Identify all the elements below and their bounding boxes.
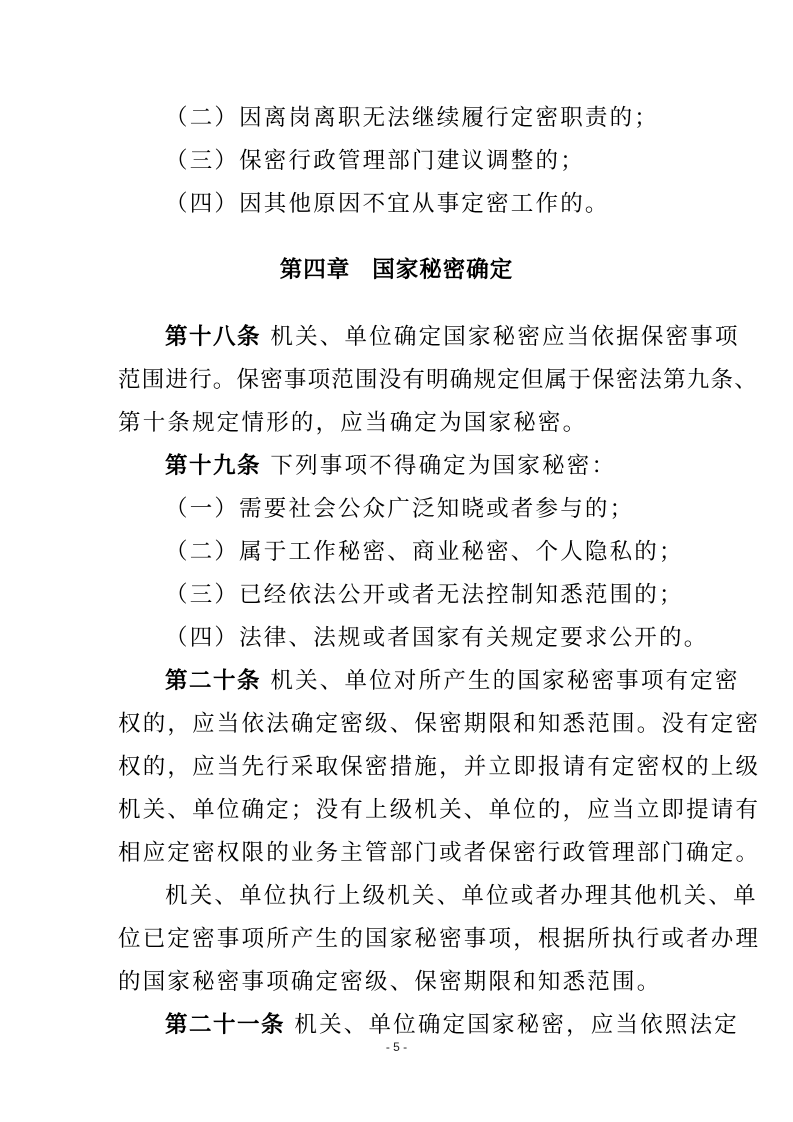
article-21-line-1: [165, 1011, 793, 1039]
article-heading: 第十八条: [165, 324, 262, 350]
list-item: （二）因离岗离职无法继续履行定密职责的；: [165, 105, 660, 131]
list-item: （四）因其他原因不宜从事定密工作的。: [165, 191, 610, 217]
article-heading: 第二十条: [165, 668, 262, 694]
article-18-line-3: 第十条规定情形的，应当确定为国家秘密。: [118, 410, 588, 436]
list-item: （二）属于工作秘密、商业秘密、个人隐私的；: [165, 539, 684, 565]
list-item: （一）需要社会公众广泛知晓或者参与的；: [165, 496, 635, 522]
article-20-line-1: [165, 667, 793, 695]
article-20-line-2: 权的，应当依法确定密级、保密期限和知悉范围。没有定密: [118, 711, 761, 737]
list-item: （四）法律、法规或者国家有关规定要求公开的。: [165, 625, 709, 651]
chapter-title: [0, 256, 793, 284]
article-heading: 第二十一条: [165, 1012, 286, 1038]
article-text: 机关、单位确定国家秘密，应当依照法定: [294, 1012, 739, 1038]
article-text: 下列事项不得确定为国家秘密：: [270, 453, 617, 479]
article-20-line-5: 相应定密权限的业务主管部门或者保密行政管理部门确定。: [118, 840, 761, 866]
article-20-line-3: 权的，应当先行采取保密措施，并立即报请有定密权的上级: [118, 754, 761, 780]
list-item: （三）已经依法公开或者无法控制知悉范围的；: [165, 582, 684, 608]
article-20-line-4: 机关、单位确定；没有上级机关、单位的，应当立即提请有: [118, 797, 761, 823]
chapter-number: 第四章: [279, 257, 351, 283]
article-20-para-2-line-1: 机关、单位执行上级机关、单位或者办理其他机关、单: [165, 883, 758, 909]
chapter-name: 国家秘密确定: [372, 257, 514, 283]
article-text: 机关、单位确定国家秘密应当依据保密事项: [270, 324, 740, 350]
article-text: 机关、单位对所产生的国家秘密事项有定密: [270, 668, 740, 694]
article-18-line-2: 范围进行。保密事项范围没有明确规定但属于保密法第九条、: [118, 367, 758, 393]
article-20-para-2-line-2: 位已定密事项所产生的国家秘密事项，根据所执行或者办理: [118, 926, 761, 952]
list-item: （三）保密行政管理部门建议调整的；: [165, 148, 585, 174]
article-18-line-1: [165, 323, 793, 351]
page-number: - 5 -: [385, 1040, 408, 1054]
article-20-para-2-line-3: 的国家秘密事项确定密级、保密期限和知悉范围。: [118, 969, 662, 995]
article-19-line-1: [165, 452, 793, 480]
article-heading: 第十九条: [165, 453, 262, 479]
